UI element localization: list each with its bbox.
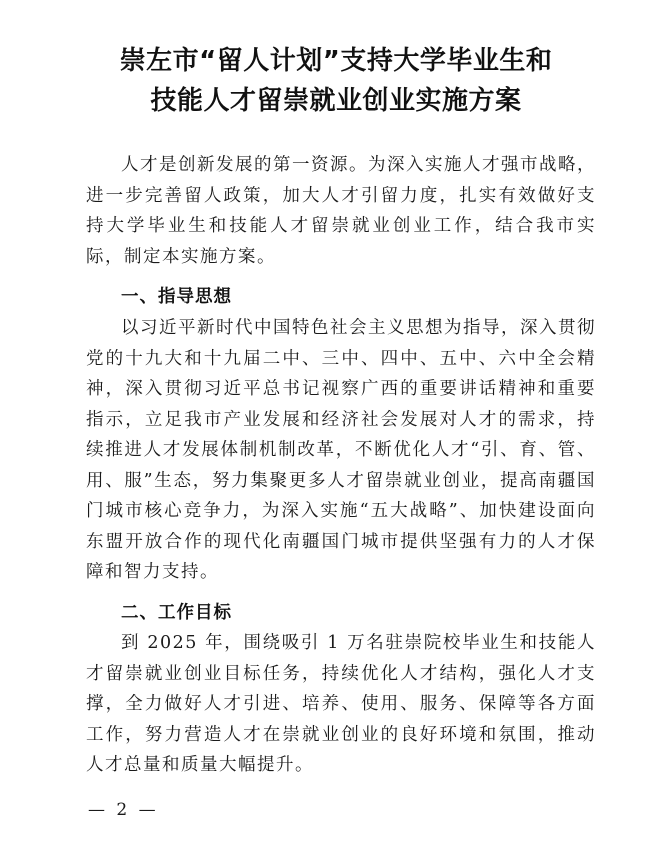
page-number: — 2 — [88,800,159,820]
section-heading-guiding-ideology: 一、指导思想 [121,287,232,307]
section-body-work-goals: 到 2025 年，围绕吸引 1 万名驻崇院校毕业生和技能人才留崇就业创业目标任务，持续优化人才结构，强化人才支撑，全力做好人才引进、培养、使用、服务、保障等各方面工作，努力营造人才在崇就业创业的良好环境和氛围，推动人才总量和质量大幅提升。 [86,633,596,775]
intro-paragraph: 人才是创新发展的第一资源。为深入实施人才强市战略，进一步完善留人政策，加大人才引留力度，扎实有效做好支持大学毕业生和技能人才留崇就业创业工作，结合我市实际，制定本实施方案。 [86,155,596,267]
section-heading-work-goals: 二、工作目标 [121,603,232,623]
section-body-guiding-ideology: 以习近平新时代中国特色社会主义思想为指导，深入贯彻党的十九大和十九届二中、三中、四中、五中、六中全会精神，深入贯彻习近平总书记视察广西的重要讲话精神和重要指示，立足我市产业发展和经济社会发展对人才的需求，持续推进人才发展体制机制改革，不断优化人才“引、育、管、用、服”生态，努力集聚更多人才留崇就业创业，提高南疆国门城市核心竞争力，为深入实施“五大战略”、加快建设面向东盟开放合作的现代化南疆国门城市提供坚强有力的人才保障和智力支持。 [86,318,596,582]
document-title-line-1: 崇左市“留人计划”支持大学毕业生和 [119,46,553,76]
document-title-line-2: 技能人才留崇就业创业实施方案 [150,86,522,116]
